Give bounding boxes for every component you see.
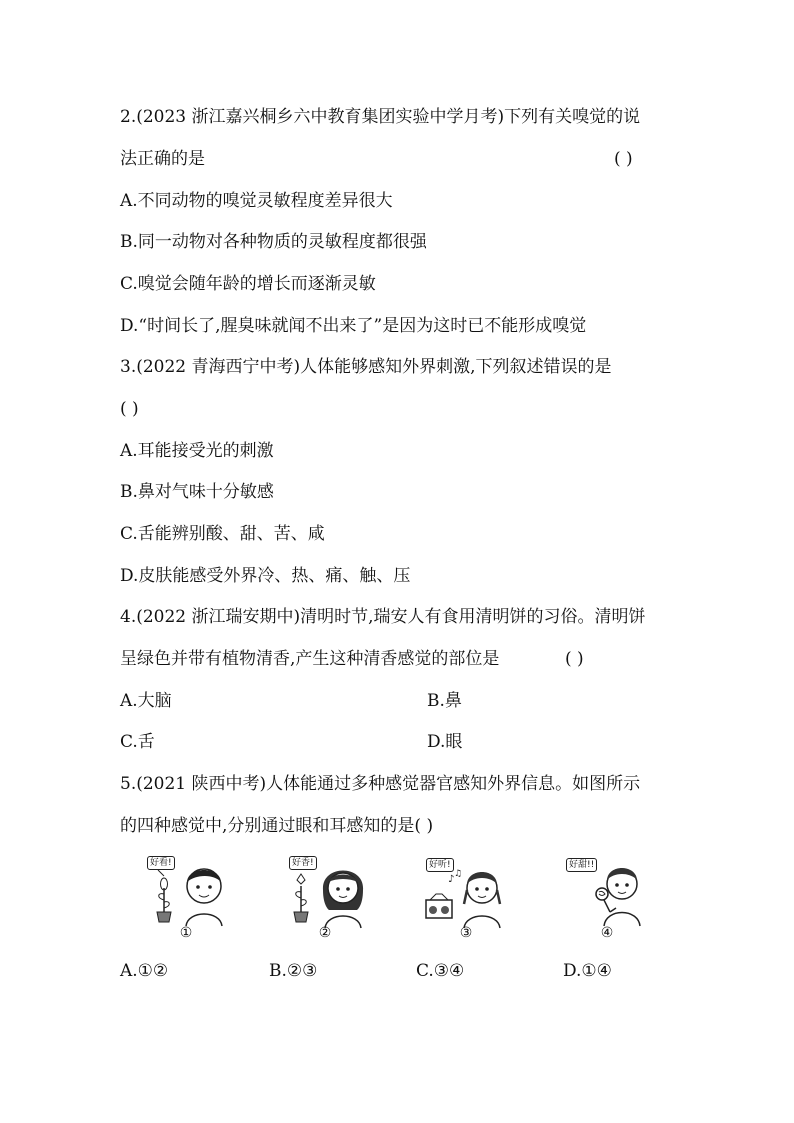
q3-stem-line1: 3.(2022 青海西宁中考)人体能够感知外界刺激,下列叙述错误的是 [120, 357, 612, 377]
figure-4-label: ④ [600, 925, 614, 941]
speech-bubble-1: 好看! [147, 856, 175, 870]
q2-answer-paren: ( ) [614, 149, 633, 169]
q3-option-c: C.舌能辨别酸、甜、苦、咸 [120, 524, 325, 544]
figure-2-smell [283, 850, 383, 930]
q2-option-c: C.嗅觉会随年龄的增长而逐渐灵敏 [120, 274, 376, 294]
figure-4-taste [562, 850, 662, 930]
figure-2-label: ② [318, 925, 332, 941]
q5-option-b: B.②③ [269, 961, 318, 981]
speech-bubble-4: 好甜!! [566, 858, 597, 872]
figure-3-hear [420, 850, 520, 930]
q4-stem-line2: 呈绿色并带有植物清香,产生这种清香感觉的部位是 [120, 649, 500, 669]
q2-stem-line2: 法正确的是 [120, 149, 205, 169]
q5-stem-line1: 5.(2021 陕西中考)人体能通过多种感觉器官感知外界信息。如图所示 [120, 774, 641, 794]
q4-answer-paren: ( ) [565, 649, 584, 669]
q2-option-a: A.不同动物的嗅觉灵敏程度差异很大 [120, 191, 393, 211]
q4-option-d: D.眼 [427, 732, 463, 752]
speech-bubble-2: 好香! [289, 856, 317, 870]
q3-option-a: A.耳能接受光的刺激 [120, 441, 274, 461]
q5-stem-line2: 的四种感觉中,分别通过眼和耳感知的是( ) [120, 816, 434, 836]
svg-text:♫: ♫ [454, 869, 463, 879]
q4-option-a: A.大脑 [120, 691, 172, 711]
q4-stem-line1: 4.(2022 浙江瑞安期中)清明时节,瑞安人有食用清明饼的习俗。清明饼 [120, 607, 646, 627]
q5-option-c: C.③④ [416, 961, 465, 981]
figure-1-look [144, 850, 244, 930]
q4-option-b: B.鼻 [427, 691, 462, 711]
q3-answer-paren: ( ) [120, 399, 139, 419]
q2-stem-line1: 2.(2023 浙江嘉兴桐乡六中教育集团实验中学月考)下列有关嗅觉的说 [120, 107, 641, 127]
q4-option-c: C.舌 [120, 732, 155, 752]
q5-option-d: D.①④ [563, 961, 612, 981]
figure-3-label: ③ [459, 925, 473, 941]
svg-text:♪: ♪ [448, 874, 455, 885]
q5-option-a: A.①② [120, 961, 169, 981]
speech-bubble-3: 好听! [426, 858, 454, 872]
q2-option-d: D.“时间长了,腥臭味就闻不出来了”是因为这时已不能形成嗅觉 [120, 316, 587, 336]
q2-option-b: B.同一动物对各种物质的灵敏程度都很强 [120, 232, 427, 252]
q3-option-b: B.鼻对气味十分敏感 [120, 482, 274, 502]
figure-1-label: ① [179, 925, 193, 941]
q3-option-d: D.皮肤能感受外界冷、热、痛、触、压 [120, 566, 411, 586]
